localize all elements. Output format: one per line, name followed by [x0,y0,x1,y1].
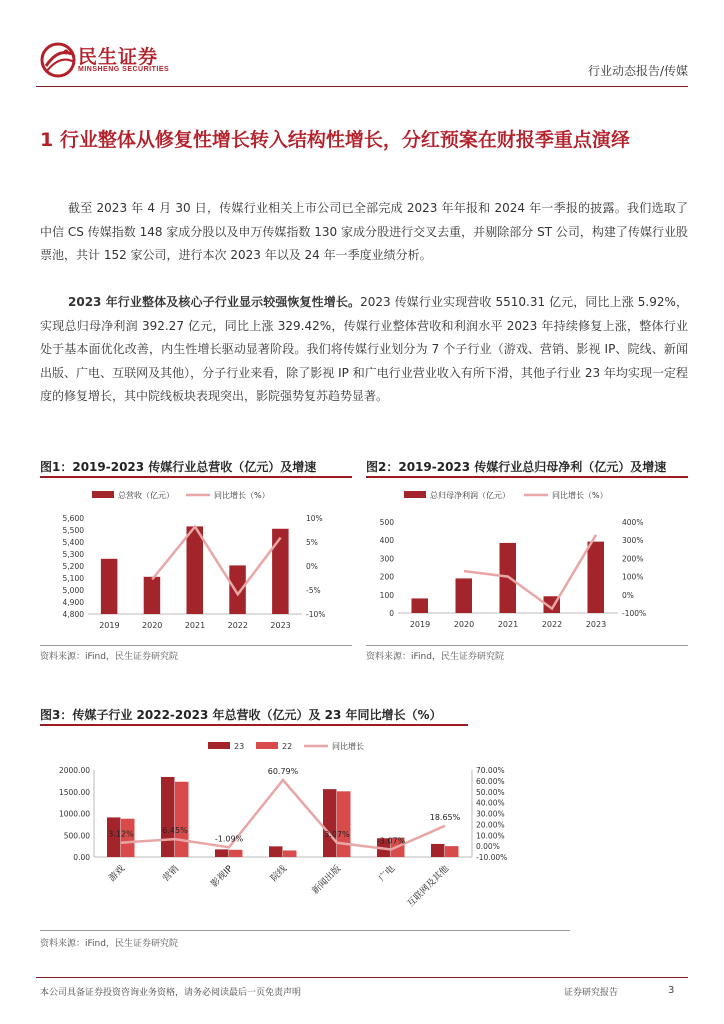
figure-1-source: 资料来源：iFind，民生证券研究院 [40,652,178,662]
data-label: 60.79% [267,767,299,777]
y-right-tick-label: 5% [306,538,318,547]
y-left-tick-label: 1500.00 [58,787,90,797]
y-right-tick-label: 0.00% [476,842,500,852]
data-label: -3.07% [376,836,406,846]
logo-mark-icon [40,42,76,78]
y-left-tick-label: 5,500 [62,526,84,535]
paragraph-overview [40,291,688,409]
bar-总归母净利润（亿元） [456,578,473,613]
figure-1-rule [40,645,352,646]
y-left-tick-label: 200 [379,572,394,582]
y-left-tick-label: 4,800 [62,610,84,619]
company-logo [40,40,180,80]
bar-总归母净利润（亿元） [588,542,605,613]
y-right-tick-label: 10.00% [476,831,505,841]
figure-3-chart [40,730,570,928]
bar-总营收（亿元） [144,577,161,614]
y-left-tick-label: 500.00 [63,831,90,841]
x-tick-label: 互联网及其他 [405,864,452,910]
y-right-tick-label: 100% [622,572,644,582]
x-tick-label: 2022 [227,621,248,630]
bar-23 [323,789,337,857]
y-left-tick-label: 400 [379,536,394,546]
footer-divider [36,977,688,978]
x-tick-label: 2020 [453,620,475,629]
x-tick-label: 2021 [184,621,206,630]
y-left-tick-label: 5,200 [62,562,84,571]
y-left-tick-label: 2000.00 [58,766,90,775]
logo-text-en: MINSHENG SECURITIES [78,66,170,73]
bar-23 [431,844,445,857]
bar-22 [229,850,243,857]
report-type: 行业动态报告/传媒 [587,64,688,78]
data-label: -1.09% [214,834,244,844]
x-tick-label: 2021 [497,620,519,629]
bar-总营收（亿元） [229,565,246,614]
figure-2-chart [366,480,688,638]
header-divider [36,86,688,87]
page-number: 3 [668,985,675,996]
y-right-tick-label: 70.00% [476,766,505,775]
legend-label: 22 [282,742,293,751]
x-tick-label: 2023 [585,620,607,629]
bar-22 [337,791,351,857]
y-right-tick-label: -10.00% [476,853,508,862]
y-left-tick-label: 300 [379,554,394,564]
y-left-tick-label: 500 [379,518,394,527]
growth-line [152,527,280,595]
paragraph-overview-body: 2023 传媒行业实现营收 5510.31 亿元，同比上涨 5.92%，实现总归母净利润 392.27 亿元，同比上涨 329.42%，传媒行业整体营收和利润水平 2023 年持续修复上涨，整体行业处于基本面优化改善，内生性增长驱动显著阶段。我们将传媒行业划分为 7 个子行业（游戏、营销、影视 IP、院线、新闻出版、广电、互联网及其他），分子行业来看，除了影视 IP 和广电行业营业收入有所下滑，其他子行业 23 年均实现一定程度的修复增长，其中院线板块表现突出，影院强势复苏趋势显著。 [40,295,689,403]
y-left-tick-label: 5,300 [62,550,84,559]
legend-label: 23 [234,742,245,751]
data-label: 18.65% [429,812,461,822]
y-right-tick-label: 300% [622,536,644,546]
legend-swatch-bar [208,742,230,749]
x-tick-label: 影视IP [209,864,236,890]
bar-22 [175,782,189,857]
y-left-tick-label: 1000.00 [58,809,90,819]
y-right-tick-label: 20.00% [476,820,505,830]
logo-text-cn: 民生证券 [78,46,159,68]
x-tick-label: 2019 [99,621,120,630]
figure-2-title: 图2：2019-2023 传媒行业总归母净利（亿元）及增速 [366,458,688,478]
data-label: 3.12% [108,829,134,839]
y-right-tick-label: 10% [306,514,323,523]
bar-22 [283,850,297,857]
bar-总归母净利润（亿元） [412,598,429,613]
bar-23 [269,846,283,857]
paragraph-overview-lead: 2023 年行业整体及核心子行业显示较强恢复性增长。 [68,295,361,309]
growth-line [464,535,596,609]
y-right-tick-label: 0% [306,562,318,571]
legend-label: 总营收（亿元） [118,491,174,500]
y-right-tick-label: 60.00% [476,776,505,786]
y-left-tick-label: 100 [379,590,394,600]
y-left-tick-label: 5,100 [62,574,84,583]
x-tick-label: 2020 [142,621,163,630]
y-left-tick-label: 4,900 [62,598,84,607]
bar-总营收（亿元） [187,526,204,614]
y-left-tick-label: 0.00 [73,853,90,862]
x-tick-label: 院线 [269,864,290,884]
y-right-tick-label: 30.00% [476,809,505,819]
y-left-tick-label: 5,400 [62,538,84,547]
x-tick-label: 广电 [377,864,398,884]
legend-swatch-bar [404,491,426,498]
bar-总营收（亿元） [101,559,118,614]
y-right-tick-label: 200% [622,554,644,564]
figure-1-chart [40,480,360,638]
legend-swatch-bar [92,491,114,498]
x-tick-label: 2022 [541,620,563,629]
bar-23 [161,777,175,857]
figure-2-rule [366,645,688,646]
y-right-tick-label: 0% [622,590,634,600]
figure-3-title: 图3：传媒子行业 2022-2023 年总营收（亿元）及 23 年同比增长（%） [40,706,468,726]
figure-2-source: 资料来源：iFind，民生证券研究院 [366,652,504,662]
y-right-tick-label: 50.00% [476,787,505,797]
y-left-tick-label: 5,600 [62,514,84,523]
y-right-tick-label: 40.00% [476,798,505,808]
figure-1-title: 图1：2019-2023 传媒行业总营收（亿元）及增速 [40,458,352,478]
y-right-tick-label: 400% [622,518,644,527]
figure-3-rule [40,930,570,931]
figure-3-source: 资料来源：iFind，民生证券研究院 [40,939,178,949]
bar-23 [215,849,229,857]
footer-report-label: 证券研究报告 [564,988,619,998]
y-right-tick-label: -5% [306,586,321,595]
legend-label: 同比增长（%） [214,491,270,500]
legend-label: 同比增长（%） [552,491,608,500]
paragraph-intro: 截至 2023 年 4 月 30 日，传媒行业相关上市公司已全部完成 2023 年年报和 2024 年一季报的披露。我们选取了中信 CS 传媒指数 148 家成分股以及申万传媒指数 130 家成分股进行交叉去重，并剔除部分 ST 公司，构建了传媒行业股票池，共计 152 家公司，进行本次 2023 年以及 24 年一季度业绩分析。 [40,201,688,262]
bar-总营收（亿元） [272,529,289,614]
x-tick-label: 2019 [409,620,431,629]
legend-label: 同比增长 [332,742,364,751]
footer-disclaimer: 本公司具备证券投资咨询业务资格，请务必阅读最后一页免责声明 [40,988,302,998]
bar-总归母净利润（亿元） [500,543,517,613]
x-tick-label: 游戏 [107,864,128,884]
data-label: 6.45% [162,826,188,836]
y-left-tick-label: 5,000 [62,586,84,595]
y-left-tick-label: 0 [389,609,394,618]
section-title: 1 行业整体从修复性增长转入结构性增长，分红预案在财报季重点演绎 [40,129,630,151]
x-tick-label: 营销 [161,864,182,884]
x-tick-label: 2023 [270,621,291,630]
y-right-tick-label: -10% [306,610,326,619]
legend-label: 总归母净利润（亿元） [430,491,510,500]
legend-swatch-bar [256,742,278,749]
y-right-tick-label: -100% [622,609,647,618]
data-label: 3.07% [324,829,350,839]
bar-22 [445,846,459,857]
x-tick-label: 新闻出版 [310,864,344,897]
